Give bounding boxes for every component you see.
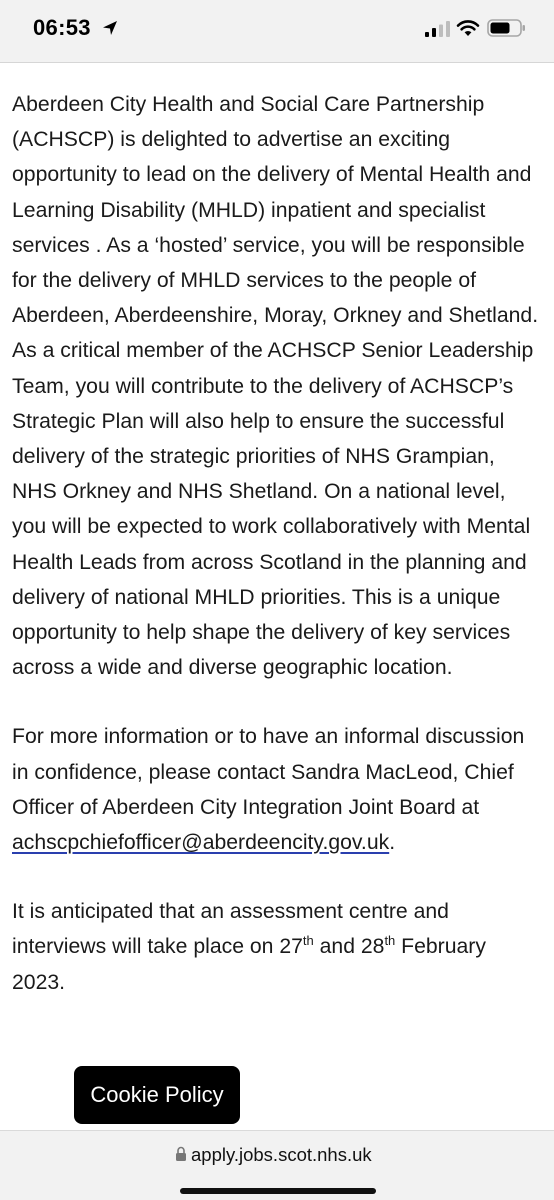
location-arrow-icon	[101, 19, 119, 37]
contact-text-end: .	[389, 831, 396, 855]
battery-icon	[487, 18, 527, 38]
assessment-text-start: It is anticipated that an assessment centre and interviews will take place on 27	[12, 900, 449, 959]
job-description	[12, 87, 544, 1130]
cookie-policy-button[interactable]: Cookie Policy	[74, 1066, 240, 1124]
home-indicator	[180, 1188, 376, 1194]
assessment-text-end: February 2023.	[12, 935, 486, 994]
status-bar	[0, 0, 554, 63]
contact-email-link[interactable]: achscpchiefofficer@aberdeencity.gov.uk	[12, 831, 390, 855]
wifi-icon	[456, 19, 480, 37]
assessment-paragraph	[12, 894, 544, 1000]
assessment-text-mid: and 28	[313, 935, 385, 959]
contact-paragraph	[12, 719, 544, 860]
contact-text: For more information or to have an informal discussion in confidence, please contact Sandra MacLeod, Chief Officer of Aberdeen City Integration Joint Board at	[12, 725, 525, 819]
status-time: 06:53	[33, 15, 91, 40]
ordinal-suffix: th	[302, 933, 314, 949]
ordinal-suffix: th	[384, 933, 396, 949]
url-text[interactable]: apply.jobs.scot.nhs.uk	[191, 1144, 372, 1165]
job-description-paragraph: Aberdeen City Health and Social Care Partnership (ACHSCP) is delighted to advertise an exciting opportunity to lead on the delivery of Mental Health and Learning Disability (MHLD) inpatient and specialist services . As a ‘hosted’ service, you will be responsible for the delivery of MHLD services to the people of Aberdeen, Aberdeenshire, Moray, Orkney and Shetland. As a critical member of the ACHSCP Senior Leadership Team, you will contribute to the delivery of ACHSCP’s Strategic Plan will also help to ensure the successful delivery of the strategic priorities of NHS Grampian, NHS Orkney and NHS Shetland. On a national level, you will be expected to work collaboratively with Mental Health Leads from across Scotland in the planning and delivery of national MHLD priorities. This is a unique opportunity to help shape the delivery of key services across a wide and diverse geographic location.	[12, 93, 539, 680]
cellular-signal-icon	[425, 21, 451, 37]
lock-icon	[175, 1146, 187, 1162]
